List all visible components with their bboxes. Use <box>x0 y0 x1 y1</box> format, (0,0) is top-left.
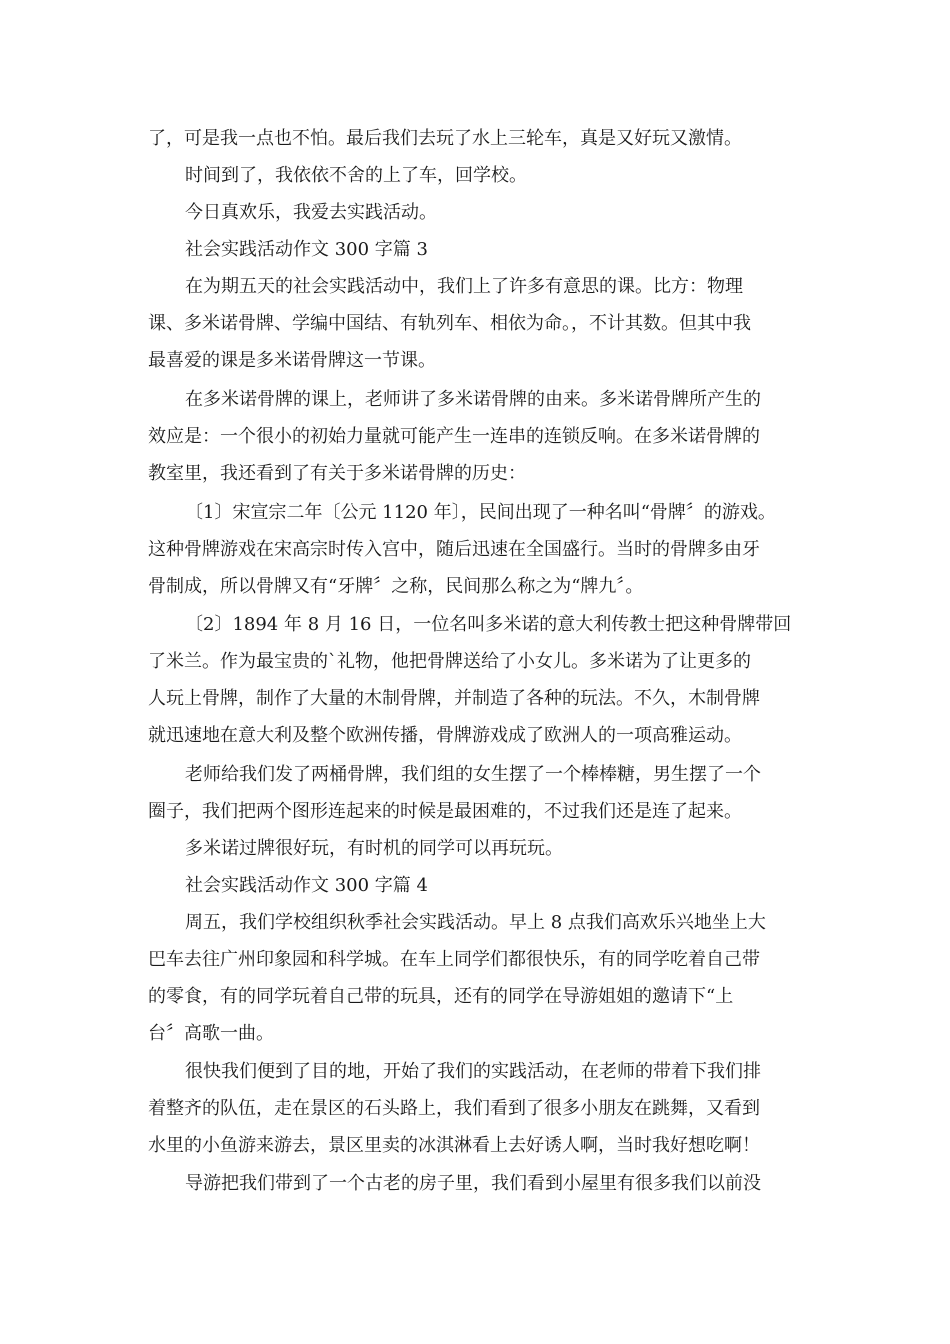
text-line: 着整齐的队伍，走在景区的石头路上，我们看到了很多小朋友在跳舞，又看到 <box>148 1098 760 1119</box>
text-line: 巴车去往广州印象园和科学城。在车上同学们都很快乐，有的同学吃着自己带 <box>148 949 760 970</box>
text-line: 台〞高歌一曲。 <box>148 1023 274 1044</box>
text-line: 周五，我们学校组织秋季社会实践活动。早上 8 点我们高欢乐兴地坐上大 <box>185 912 766 933</box>
text-line: 多米诺过牌很好玩，有时机的同学可以再玩玩。 <box>185 838 563 859</box>
text-line: 〔1〕宋宣宗二年〔公元 1120 年〕，民间出现了一种名叫“骨牌〞的游戏。 <box>185 502 776 523</box>
text-line: 人玩上骨牌，制作了大量的木制骨牌，并制造了各种的玩法。不久，木制骨牌 <box>148 688 760 709</box>
text-line: 〔2〕1894 年 8 月 16 日，一位名叫多米诺的意大利传教士把这种骨牌带回 <box>185 614 792 635</box>
text-line: 骨制成，所以骨牌又有“牙牌〞之称，民间那么称之为“牌九〞。 <box>148 576 644 597</box>
text-line: 在多米诺骨牌的课上，老师讲了多米诺骨牌的由来。多米诺骨牌所产生的 <box>185 389 761 410</box>
text-line: 就迅速地在意大利及整个欧洲传播，骨牌游戏成了欧洲人的一项高雅运动。 <box>148 725 742 746</box>
section-heading: 社会实践活动作文 300 字篇 3 <box>185 239 428 260</box>
section-heading: 社会实践活动作文 300 字篇 4 <box>185 875 428 896</box>
text-line: 课、多米诺骨牌、学编中国结、有轨列车、相依为命。，不计其数。但其中我 <box>148 313 751 334</box>
text-line: 导游把我们带到了一个古老的房子里，我们看到小屋里有很多我们以前没 <box>185 1173 761 1194</box>
text-line: 在为期五天的社会实践活动中，我们上了许多有意思的课。比方：物理 <box>185 276 743 297</box>
text-line: 很快我们便到了目的地，开始了我们的实践活动，在老师的带着下我们排 <box>185 1061 761 1082</box>
text-line: 效应是：一个很小的初始力量就可能产生一连串的连锁反响。在多米诺骨牌的 <box>148 426 760 447</box>
text-line: 水里的小鱼游来游去，景区里卖的冰淇淋看上去好诱人啊，当时我好想吃啊！ <box>148 1135 760 1156</box>
text-line: 了米兰。作为最宝贵的`礼物，他把骨牌送给了小女儿。多米诺为了让更多的 <box>148 651 751 672</box>
text-line: 今日真欢乐，我爱去实践活动。 <box>185 202 437 223</box>
text-line: 时间到了，我依依不舍的上了车，回学校。 <box>185 165 527 186</box>
text-line: 最喜爱的课是多米诺骨牌这一节课。 <box>148 350 436 371</box>
text-line: 圈子，我们把两个图形连起来的时候是最困难的，不过我们还是连了起来。 <box>148 801 742 822</box>
text-line: 这种骨牌游戏在宋高宗时传入宫中，随后迅速在全国盛行。当时的骨牌多由牙 <box>148 539 760 560</box>
text-line: 教室里，我还看到了有关于多米诺骨牌的历史： <box>148 463 526 484</box>
text-line: 了，可是我一点也不怕。最后我们去玩了水上三轮车，真是又好玩又激情。 <box>148 128 742 149</box>
text-line: 老师给我们发了两桶骨牌，我们组的女生摆了一个棒棒糖，男生摆了一个 <box>185 764 761 785</box>
text-line: 的零食，有的同学玩着自己带的玩具，还有的同学在导游姐姐的邀请下“上 <box>148 986 734 1007</box>
